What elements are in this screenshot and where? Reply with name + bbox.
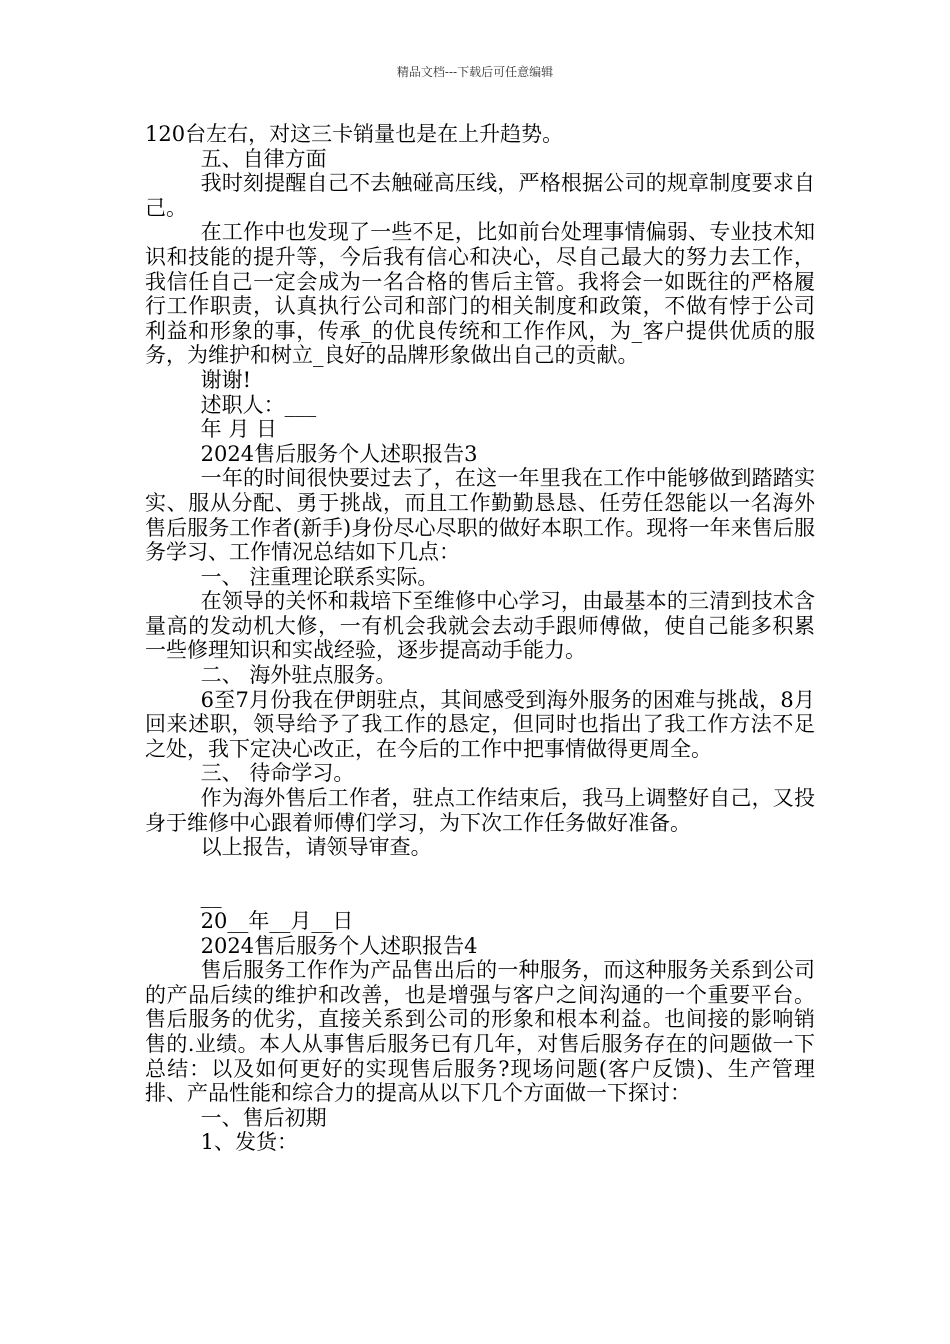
paragraph: 我时刻提醒自己不去触碰高压线，严格根据公司的规章制度要求自己。 — [145, 171, 815, 220]
paragraph: 120台左右，对这三卡销量也是在上升趋势。 — [145, 122, 564, 146]
paragraph: 一、售后初期 — [200, 1105, 327, 1130]
paragraph: 20__年__月__日 — [200, 909, 354, 933]
paragraph: 售后服务工作作为产品售出后的一种服务，而这种服务关系到公司的产品后续的维护和改善，也是增强与客户之间沟通的一个重要平台。售后服务的优劣，直接关系到公司的形象和根本利益。也间接的影响销售的.业绩。本人从事售后服务已有几年，对售后服务存在的问题做一下总结：以及如何更好的实现售后服务?现场问题(客户反馈)、生产管理排、产品性能和综合力的提高从以下几个方面做一下探讨： — [145, 958, 815, 1106]
paragraph: 在工作中也发现了一些不足，比如前台处理事情偏弱、专业技术知识和技能的提升等，今后我有信心和决心，尽自己最大的努力去工作，我信任自己一定会成为一名合格的售后主管。我将会一如既往的严格履行工作职责，认真执行公司和部门的相关制度和政策，不做有悖于公司利益和形象的事，传承_的优良传统和工作作风，为_客户提供优质的服务，为维护和树立_良好的品牌形象做出自己的贡献。 — [145, 220, 815, 368]
document-body — [145, 122, 815, 1155]
paragraph: 五、自律方面 — [200, 146, 327, 171]
paragraph: 年 月 日 — [200, 417, 277, 442]
paragraph: 1、发货： — [200, 1130, 299, 1155]
paragraph: 谢谢! — [200, 367, 252, 392]
paragraph: 一年的时间很快要过去了，在这一年里我在工作中能够做到踏踏实实、服从分配、勇于挑战，而且工作勤勤恳恳、任劳任怨能以一名海外售后服务工作者(新手)身份尽心尽职的做好本职工作。现将一年来售后服务学习、工作情况总结如下几点： — [145, 466, 815, 565]
paragraph: 2024售后服务个人述职报告4 — [200, 933, 478, 958]
paragraph: 2024售后服务个人述职报告3 — [200, 441, 478, 466]
paragraph: 一、 注重理论联系实际。 — [200, 564, 439, 589]
paragraph: __ — [200, 884, 222, 909]
paragraph: 二、 海外驻点服务。 — [200, 663, 397, 688]
paragraph: 作为海外售后工作者，驻点工作结束后，我马上调整好自己，又投身于维修中心跟着师傅们学习，为下次工作任务做好准备。 — [145, 786, 815, 835]
page-header: 精品文档---下载后可任意编辑 — [396, 65, 554, 79]
paragraph: 述职人：___ — [200, 392, 317, 417]
paragraph: 以上报告，请领导审查。 — [200, 835, 432, 860]
blank-line — [145, 860, 815, 885]
paragraph: 6至7月份我在伊朗驻点，其间感受到海外服务的困难与挑战，8月回来述职，领导给予了我工作的恳定，但同时也指出了我工作方法不足之处，我下定决心改正，在今后的工作中把事情做得更周全。 — [145, 687, 815, 761]
paragraph: 三、 待命学习。 — [200, 761, 355, 786]
paragraph: 在领导的关怀和栽培下至维修中心学习，由最基本的三清到技术含量高的发动机大修，一有机会我就会去动手跟师傅做，使自己能多积累一些修理知识和实战经验，逐步提高动手能力。 — [145, 589, 815, 663]
